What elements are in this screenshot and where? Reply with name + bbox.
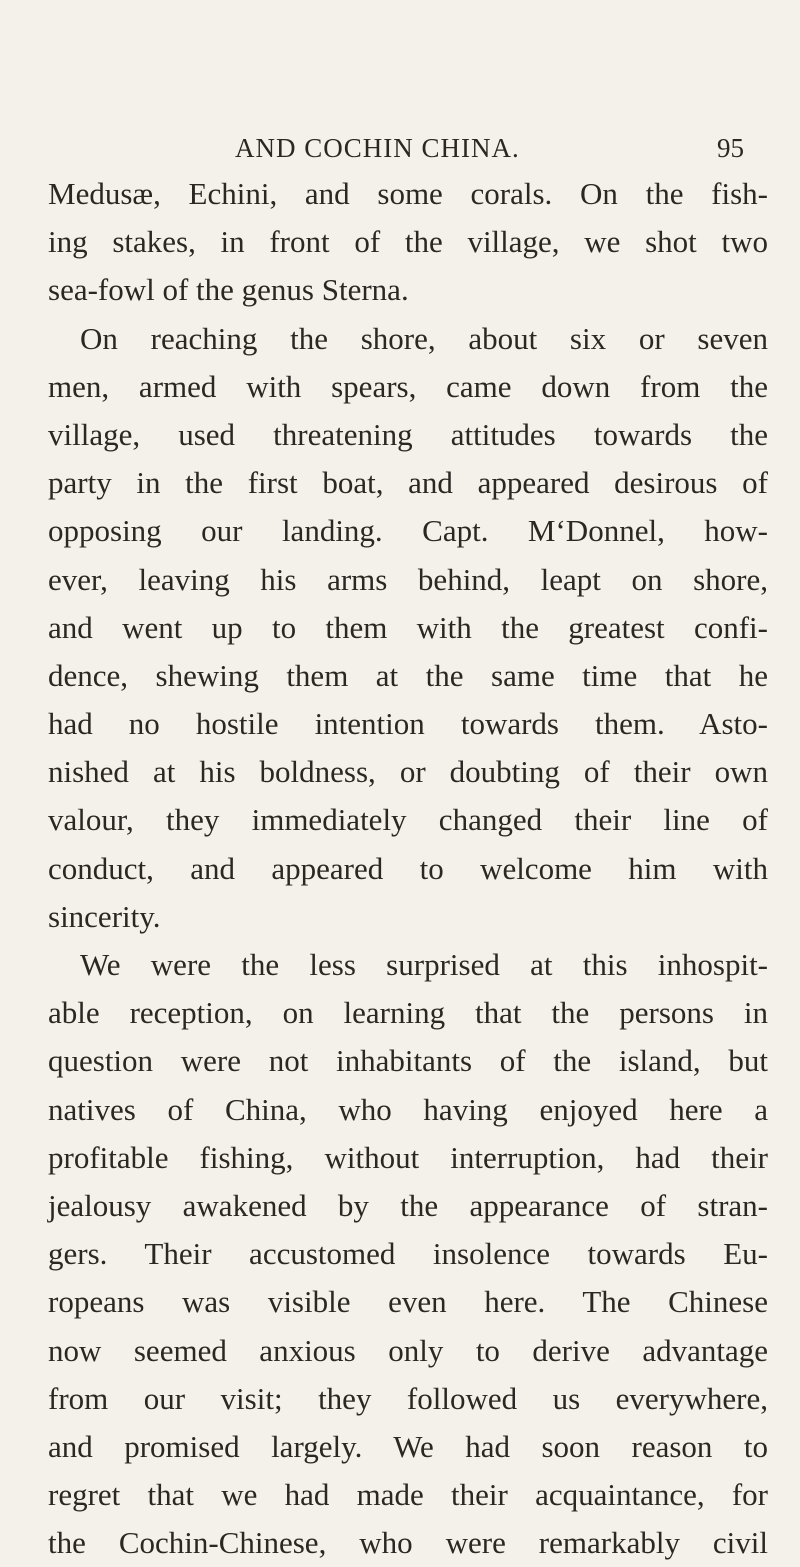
text-line: party in the first boat, and appeared desirous of	[48, 465, 768, 501]
text-line: regret that we had made their acquaintance, for	[48, 1477, 768, 1513]
text-line: and went up to them with the greatest confi-	[48, 609, 768, 645]
text-line: and promised largely. We had soon reason to	[48, 1428, 768, 1464]
page-number: 95	[717, 133, 744, 163]
text-line: village, used threatening attitudes towards the	[48, 416, 768, 452]
text-line: now seemed anxious only to derive advantage	[48, 1332, 768, 1368]
text-line: opposing our landing. Capt. M‘Donnel, how-	[48, 513, 768, 549]
text-line: gers. Their accustomed insolence towards Eu-	[48, 1236, 768, 1272]
text-line: sea-fowl of the genus Sterna.	[48, 272, 409, 308]
text-line: ever, leaving his arms behind, leapt on shore,	[48, 561, 768, 597]
text-line: profitable fishing, without interruption, had their	[48, 1139, 768, 1175]
text-line: ing stakes, in front of the village, we shot two	[48, 224, 768, 260]
running-head	[0, 133, 800, 169]
text-line: natives of China, who having enjoyed here a	[48, 1091, 768, 1127]
text-line: We were the less surprised at this inhospit-	[80, 947, 768, 982]
text-line: dence, shewing them at the same time that he	[48, 657, 768, 693]
text-line: valour, they immediately changed their line of	[48, 802, 768, 838]
text-line: On reaching the shore, about six or seven	[80, 320, 768, 356]
text-line: sincerity.	[48, 898, 161, 934]
text-line: nished at his boldness, or doubting of their own	[48, 754, 768, 790]
text-line: from our visit; they followed us everywhere,	[48, 1380, 768, 1416]
text-line: men, armed with spears, came down from the	[48, 368, 768, 404]
text-line: Medusæ, Echini, and some corals. On the fish-	[48, 176, 768, 211]
text-line: question were not inhabitants of the island, but	[48, 1043, 768, 1079]
text-line: jealousy awakened by the appearance of stran-	[48, 1187, 768, 1223]
text-line: able reception, on learning that the persons in	[48, 995, 768, 1031]
text-line: ropeans was visible even here. The Chinese	[48, 1284, 768, 1320]
text-line: had no hostile intention towards them. Asto-	[48, 706, 768, 742]
text-line: conduct, and appeared to welcome him with	[48, 850, 768, 886]
body-text	[48, 170, 768, 1567]
running-title: AND COCHIN CHINA.	[235, 133, 520, 163]
text-line: the Cochin-Chinese, who were remarkably civil	[48, 1525, 768, 1561]
